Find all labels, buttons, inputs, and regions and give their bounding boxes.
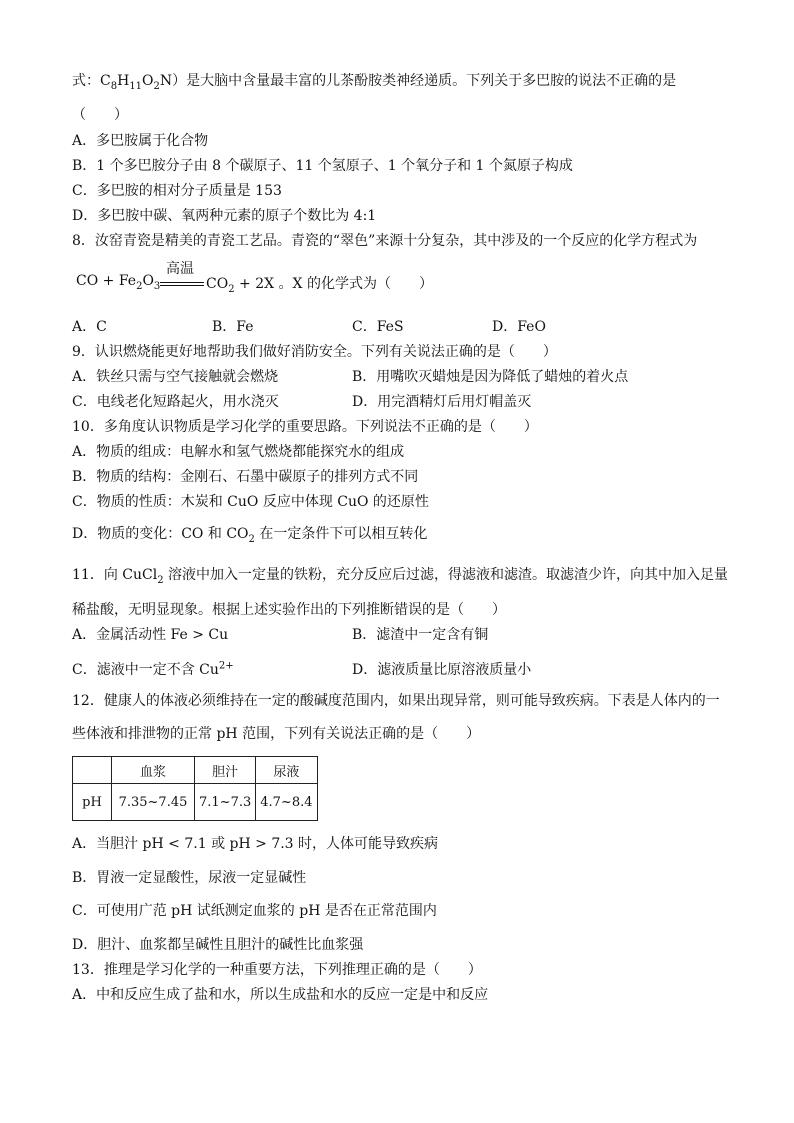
q7-formula-sub: 8: [110, 80, 118, 92]
q11-option-c: [72, 661, 234, 679]
q13-stem: 13．推理是学习化学的一种重要方法，下列推理正确的是（ ）: [72, 962, 482, 978]
table-header-row: [73, 757, 318, 784]
q7-formula-sub: 11: [129, 80, 143, 92]
q11-stem-line1: [72, 566, 728, 584]
table-cell: 4.7~8.4: [256, 784, 317, 821]
q8-eq-products: [206, 273, 433, 293]
q12-option-d: D．胆汁、血浆都呈碱性且胆汁的碱性比血浆强: [72, 937, 364, 953]
q8-chemical-equation: [72, 258, 512, 298]
q8-eq-text: CO + Fe: [76, 273, 137, 289]
q10-option-c: C．物质的性质：木炭和 CuO 反应中体现 CuO 的还原性: [72, 494, 429, 510]
q8-eq-double-bar: [160, 282, 204, 286]
q7-option-b: B．1 个多巴胺分子由 8 个碳原子、11 个氢原子、1 个氧分子和 1 个氮原子构成: [72, 158, 573, 174]
q7-formula-o: O: [142, 73, 154, 89]
table-header-cell: [73, 757, 112, 784]
q11-option-d: D．滤液质量比原溶液质量小: [352, 662, 532, 678]
q12-stem-line2: 些体液和排泄物的正常 pH 范围，下列有关说法正确的是（ ）: [72, 726, 481, 742]
q8-option-b: B．Fe: [212, 319, 254, 335]
q10-option-a: A．物质的组成：电解水和氢气燃烧都能探究水的组成: [72, 444, 405, 460]
q7-answer-paren: （ ）: [72, 107, 128, 123]
q9-option-c: C．电线老化短路起火，用水浇灭: [72, 394, 279, 410]
q9-stem: 9．认识燃烧能更好地帮助我们做好消防安全。下列有关说法正确的是（ ）: [72, 344, 557, 360]
q7-option-a: A．多巴胺属于化合物: [72, 133, 209, 149]
q8-eq-text: CO: [206, 276, 229, 292]
q7-formula-sub: 2: [153, 80, 160, 92]
table-header-cell: 尿液: [256, 757, 317, 784]
q11-option-c-text: C．滤液中一定不含 Cu: [72, 662, 219, 678]
q11-stem-rest: 溶液中加入一定量的铁粉，充分反应后过滤，得滤液和滤渣。取滤渣少许，向其中加入足量: [163, 567, 729, 583]
q12-option-a: A．当胆汁 pH < 7.1 或 pH > 7.3 时，人体可能导致疾病: [72, 836, 439, 852]
q7-option-d: D．多巴胺中碳、氧两种元素的原子个数比为 4:1: [72, 208, 377, 224]
q8-eq-text: + 2X 。X 的化学式为（ ）: [234, 276, 433, 292]
q13-option-a: A．中和反应生成了盐和水，所以生成盐和水的反应一定是中和反应: [72, 987, 489, 1003]
q7-stem: [72, 72, 676, 90]
q12-option-b: B．胃液一定显酸性，尿液一定显碱性: [72, 870, 307, 886]
q7-stem-text: 式：C: [72, 73, 111, 89]
q11-stem-line2: 稀盐酸，无明显现象。根据上述实验作出的下列推断错误的是（ ）: [72, 602, 506, 618]
table-cell: 7.35~7.45: [112, 784, 195, 821]
q11-option-b: B．滤渣中一定含有铜: [352, 627, 489, 643]
table-header-cell: 血浆: [112, 757, 195, 784]
q8-eq-sub: 2: [136, 280, 143, 292]
table-cell: 7.1~7.3: [195, 784, 256, 821]
q10-stem: 10．多角度认识物质是学习化学的重要思路。下列说法不正确的是（ ）: [72, 419, 538, 435]
q10-option-d-text: D．物质的变化：CO 和 CO: [72, 526, 249, 542]
q8-stem: 8．汝窑青瓷是精美的青瓷工艺品。青瓷的“翠色”来源十分复杂，其中涉及的一个反应的化学方程式为: [72, 233, 698, 249]
q7-option-c: C．多巴胺的相对分子质量是 153: [72, 183, 282, 199]
q8-option-c: C．FeS: [352, 319, 404, 335]
q10-option-d-rest: 在一定条件下可以相互转化: [254, 526, 428, 542]
q10-option-d-sub: 2: [248, 533, 255, 545]
q11-option-c-sup: 2+: [218, 660, 234, 672]
q8-option-d: D．FeO: [492, 319, 546, 335]
q7-formula-h: H: [117, 73, 130, 89]
q8-eq-condition: 高温: [166, 261, 194, 277]
q11-stem-sub: 2: [157, 574, 164, 586]
q11-stem-text: 11．向 CuCl: [72, 567, 158, 583]
q12-option-c: C．可使用广范 pH 试纸测定血浆的 pH 是否在正常范围内: [72, 903, 437, 919]
q8-option-a: A．C: [72, 319, 107, 335]
q12-stem-line1: 12．健康人的体液必须维持在一定的酸碱度范围内，如果出现异常，则可能导致疾病。下表是人体内的一: [72, 693, 720, 709]
q10-option-b: B．物质的结构：金刚石、石墨中碳原子的排列方式不同: [72, 469, 419, 485]
q8-eq-sub: 2: [228, 283, 235, 295]
q9-option-b: B．用嘴吹灭蜡烛是因为降低了蜡烛的着火点: [352, 369, 629, 385]
q9-option-d: D．用完酒精灯后用灯帽盖灭: [352, 394, 532, 410]
q11-option-a: A．金属活动性 Fe > Cu: [72, 627, 229, 643]
table-row-label: pH: [73, 784, 112, 821]
q8-eq-reactants: [76, 273, 161, 292]
q8-eq-text: O: [142, 273, 154, 289]
q10-option-d: [72, 525, 427, 543]
table-row: [73, 784, 318, 821]
q9-option-a: A．铁丝只需与空气接触就会燃烧: [72, 369, 279, 385]
ph-range-table: [72, 756, 318, 821]
table-header-cell: 胆汁: [195, 757, 256, 784]
q8-eq-sub: 3: [153, 280, 161, 292]
q7-stem-rest: N）是大脑中含量最丰富的儿茶酚胺类神经递质。下列关于多巴胺的说法不正确的是: [159, 73, 677, 89]
